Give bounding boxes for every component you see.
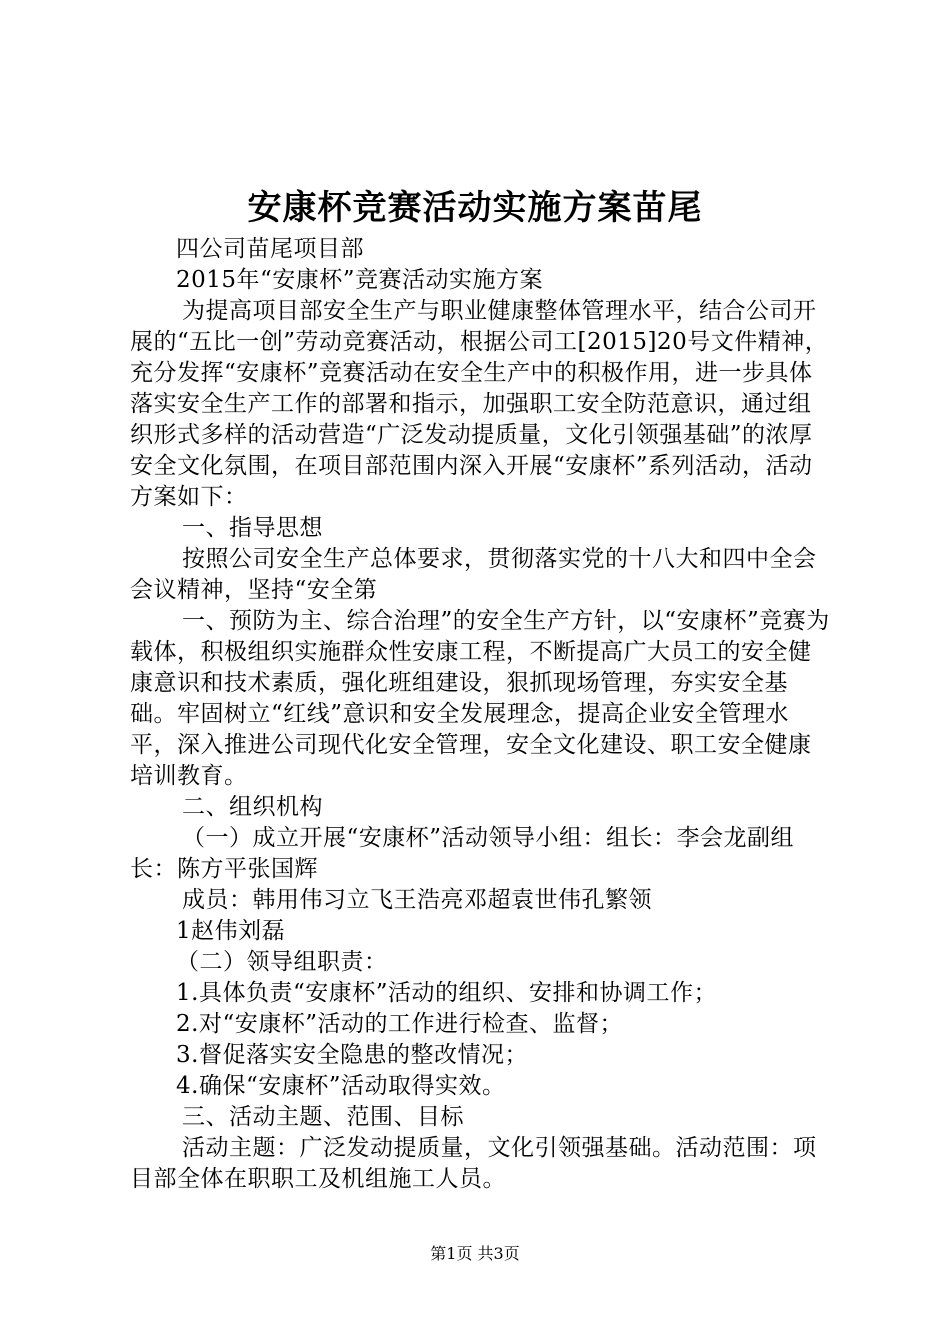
paragraph-leadership-group: （一）成立开展“安康杯”活动领导小组：组长：李会龙副组长：陈方平张国辉 [130,825,795,882]
duty-item-2: 2.对“安康杯”活动的工作进行检查、监督； [176,1011,623,1037]
heading-guiding-ideology: 一、指导思想 [182,515,323,541]
heading-group-duties: （二）领导组职责： [176,949,388,975]
paragraph-department: 四公司苗尾项目部 [176,236,364,262]
document-body [130,234,830,1195]
paragraph-members: 成员：韩用伟习立飞王浩亮邓超袁世伟孔繁领 [182,887,652,913]
duty-item-4: 4.确保“安康杯”活动取得实效。 [176,1073,506,1099]
duty-item-3: 3.督促落实安全隐患的整改情况； [176,1042,528,1068]
heading-organization: 二、组织机构 [182,794,323,820]
paragraph-plan-name: 2015年“安康杯”竞赛活动实施方案 [176,267,544,293]
page-number-footer: 第1页 共3页 [430,1244,520,1263]
paragraph-introduction: 为提高项目部安全生产与职业健康整体管理水平，结合公司开展的“五比一创”劳动竞赛活动，根据公司工[2015]20号文件精神，充分发挥“安康杯”竞赛活动在安全生产中的积极作用，进一步具体落实安全生产工作的部署和指示，加强职工安全防范意识，通过组织形式多样的活动营造“广泛发动提质量，文化引领强基础”的浓厚安全文化氛围，在项目部范围内深入开展“安康杯”系列活动，活动方案如下： [130,298,829,510]
paragraph-theme-scope: 活动主题：广泛发动提质量，文化引领强基础。活动范围：项目部全体在职职工及机组施工人员。 [130,1135,817,1192]
heading-theme-scope-goal: 三、活动主题、范围、目标 [182,1104,464,1130]
paragraph-safety-policy: 一、预防为主、综合治理”的安全生产方针，以“安康杯”竞赛为载体，积极组织实施群众性安康工程，不断提高广大员工的安全健康意识和技术素质，强化班组建设，狠抓现场管理，夯实安全基础。牢固树立“红线”意识和安全发展理念，提高企业安全管理水平，深入推进公司现代化安全管理，安全文化建设、职工安全健康培训教育。 [130,608,830,789]
duty-item-1: 1.具体负责“安康杯”活动的组织、安排和协调工作； [176,980,717,1006]
document-title: 安康杯竞赛活动实施方案苗尾 [247,188,703,228]
paragraph-guiding-ideology: 按照公司安全生产总体要求，贯彻落实党的十八大和四中全会会议精神，坚持“安全第 [130,546,817,603]
paragraph-members-continued: 1赵伟刘磊 [176,918,286,944]
